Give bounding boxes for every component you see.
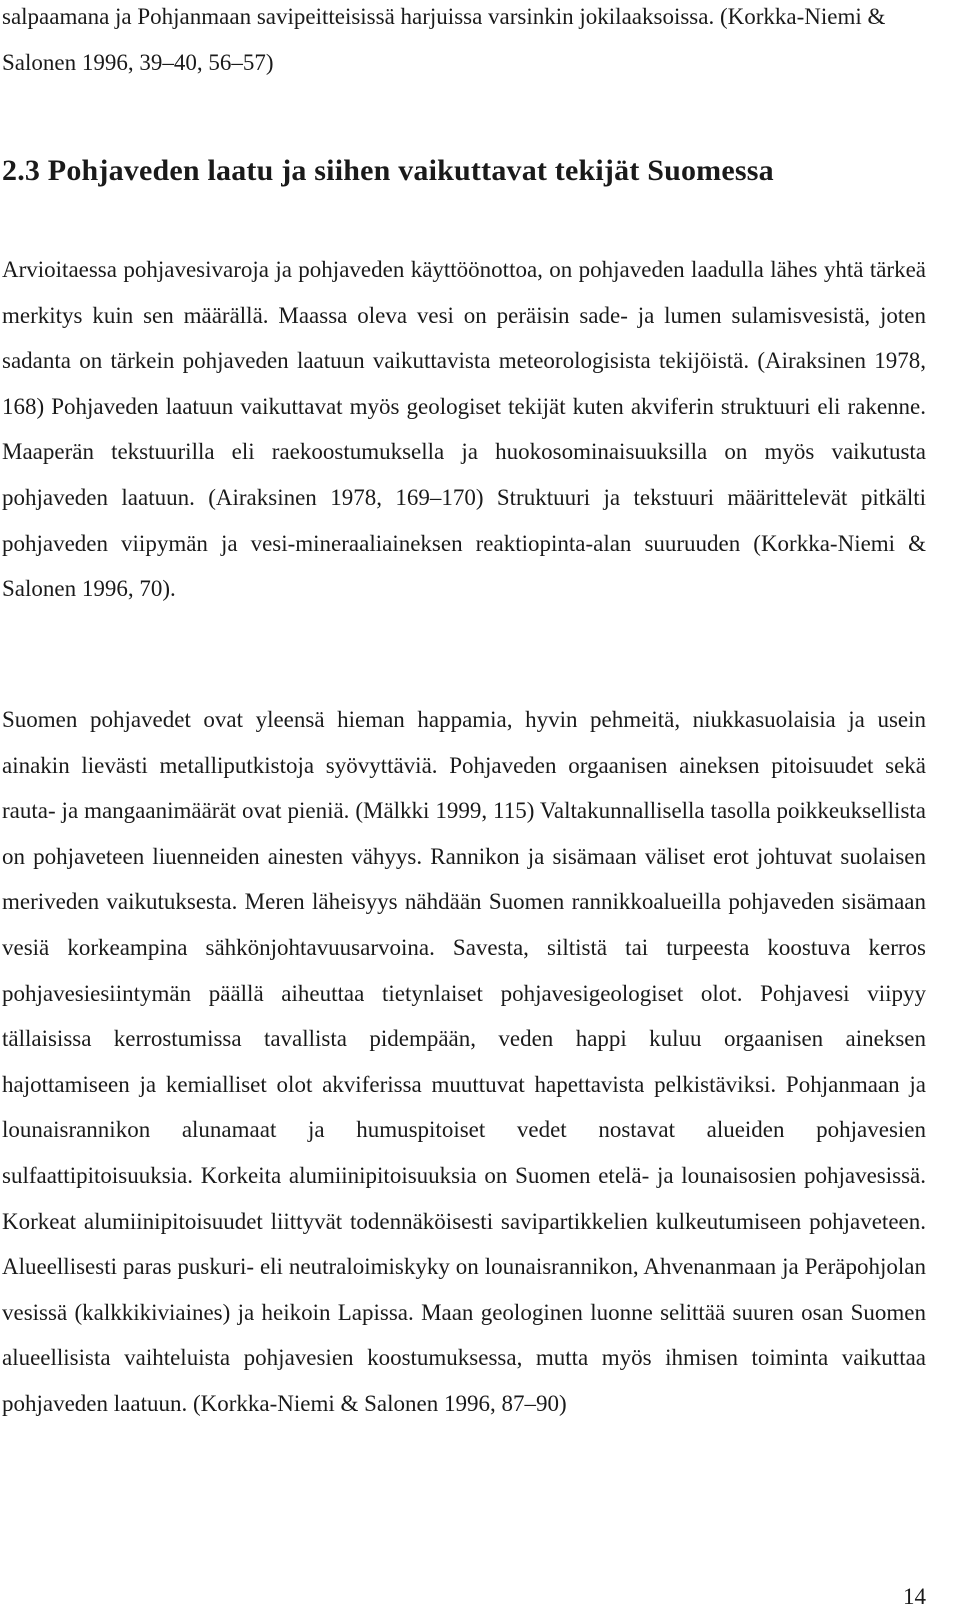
page-number: 14 [903, 1584, 926, 1609]
intro-paragraph: salpaamana ja Pohjanmaan savipeitteisissä harjuissa varsinkin jokilaaksoissa. (Korkka-Niemi & Salonen 1996, 39–40, 56–57) [2, 4, 886, 75]
body-paragraph: Suomen pohjavedet ovat yleensä hieman happamia, hyvin pehmeitä, niukkasuolaisia ja usein ainakin lievästi metalliputkistoja syövyttäviä. Pohjaveden orgaanisen aineksen pitoisuudet sekä rauta- ja mangaanimäärät ovat pieniä. (Mälkki 1999, 115) Valtakunnallisella tasolla poikkeuksellista on pohjaveteen liuenneiden ainesten vähyys. Rannikon ja sisämaan väliset erot johtuvat suolaisen meriveden vaikutuksesta. Meren läheisyys nähdään Suomen rannikkoalueilla pohjaveden sisämaan vesiä korkeampina sähkönjohtavuusarvoina. Savesta, siltistä tai turpeesta koostuva kerros pohjavesiesiintymän päällä aiheuttaa tietynlaiset pohjavesigeologiset olot. Pohjavesi viipyy tällaisissa kerrostumissa tavallista pidempään, veden happi kuluu orgaanisen aineksen hajottamiseen ja kemialliset olot akviferissa muuttuvat hapettavista pelkistäviksi. Pohjanmaan ja lounaisrannikon alunamaat ja humuspitoiset vedet nostavat alueiden pohjavesien sulfaattipitoisuuksia. Korkeita alumiinipitoisuuksia on Suomen etelä- ja lounaisosien pohjavesissä. Korkeat alumiinipitoisuudet liittyvät todennäköisesti savipartikkelien kulkeutumiseen pohjaveteen. Alueellisesti paras puskuri- eli neutraloimiskyky on lounaisrannikon, Ahvenanmaan ja Peräpohjolan vesissä (kalkkikiviaines) ja heikoin Lapissa. Maan geologinen luonne selittää suuren osan Suomen alueellisista vaihteluista pohjavesien koostumuksessa, mutta myös ihmisen toiminta vaikuttaa pohjaveden laatuun. (Korkka-Niemi & Salonen 1996, 87–90) [2, 707, 926, 1416]
body-paragraph: Arvioitaessa pohjavesivaroja ja pohjaveden käyttöönottoa, on pohjaveden laadulla lähes yhtä tärkeä merkitys kuin sen määrällä. Maassa oleva vesi on peräisin sade- ja lumen sulamisvesistä, joten sadanta on tärkein pohjaveden laatuun vaikuttavista meteorologisista tekijöistä. (Airaksinen 1978, 168) Pohjaveden laatuun vaikuttavat myös geologiset tekijät kuten akviferin struktuuri eli rakenne. Maaperän tekstuurilla eli raekoostumuksella ja huokosominaisuuksilla on myös vaikutusta pohjaveden laatuun. (Airaksinen 1978, 169–170) Struktuuri ja tekstuuri määrittelevät pitkälti pohjaveden viipymän ja vesi-mineraaliaineksen reaktiopinta-alan suuruuden (Korkka-Niemi & Salonen 1996, 70). [2, 257, 926, 602]
section-heading: 2.3 Pohjaveden laatu ja siihen vaikuttavat tekijät Suomessa [2, 154, 774, 187]
